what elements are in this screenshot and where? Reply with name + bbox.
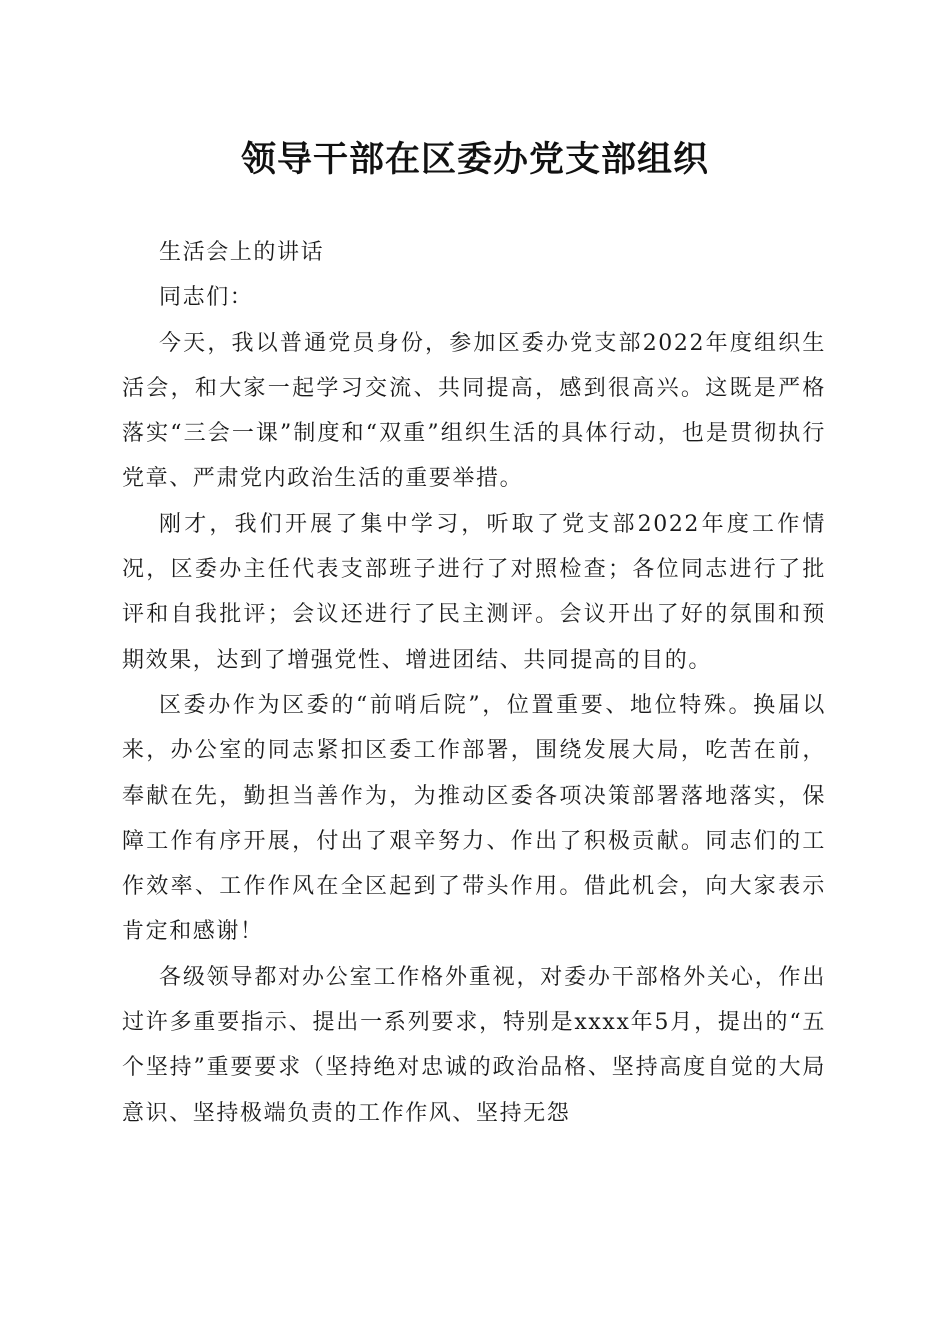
paragraph-1: 今天，我以普通党员身份，参加区委办党支部2022年度组织生活会，和大家一起学习交流、共同提高，感到很高兴。这既是严格落实“三会一课”制度和“双重”组织生活的具体行动，也是贯彻执行党章、严肃党内政治生活的重要举措。 <box>122 330 826 492</box>
paragraph-salutation: 同志们： <box>159 285 254 311</box>
document-title: 领导干部在区委办党支部组织 <box>240 139 709 180</box>
paragraph-4: 各级领导都对办公室工作格外重视，对委办干部格外关心，作出过许多重要指示、提出一系列要求，特别是xxxx年5月，提出的“五个坚持”重要要求（坚持绝对忠诚的政治品格、坚持高度自觉的大局意识、坚持极端负责的工作作风、坚持无怨 <box>122 964 826 1126</box>
paragraph-3: 区委办作为区委的“前哨后院”，位置重要、地位特殊。换届以来，办公室的同志紧扣区委工作部署，围绕发展大局，吃苦在前，奉献在先，勤担当善作为，为推动区委各项决策部署落地落实，保障工作有序开展，付出了艰辛努力、作出了积极贡献。同志们的工作效率、工作作风在全区起到了带头作用。借此机会，向大家表示肯定和感谢！ <box>122 692 826 945</box>
paragraph-subtitle: 生活会上的讲话 <box>159 240 325 265</box>
paragraph-2: 刚才，我们开展了集中学习，听取了党支部2022年度工作情况，区委办主任代表支部班子进行了对照检查；各位同志进行了批评和自我批评；会议还进行了民主测评。会议开出了好的氛围和预期效果，达到了增强党性、增进团结、共同提高的目的。 <box>122 511 826 673</box>
document-body <box>122 230 826 1136</box>
